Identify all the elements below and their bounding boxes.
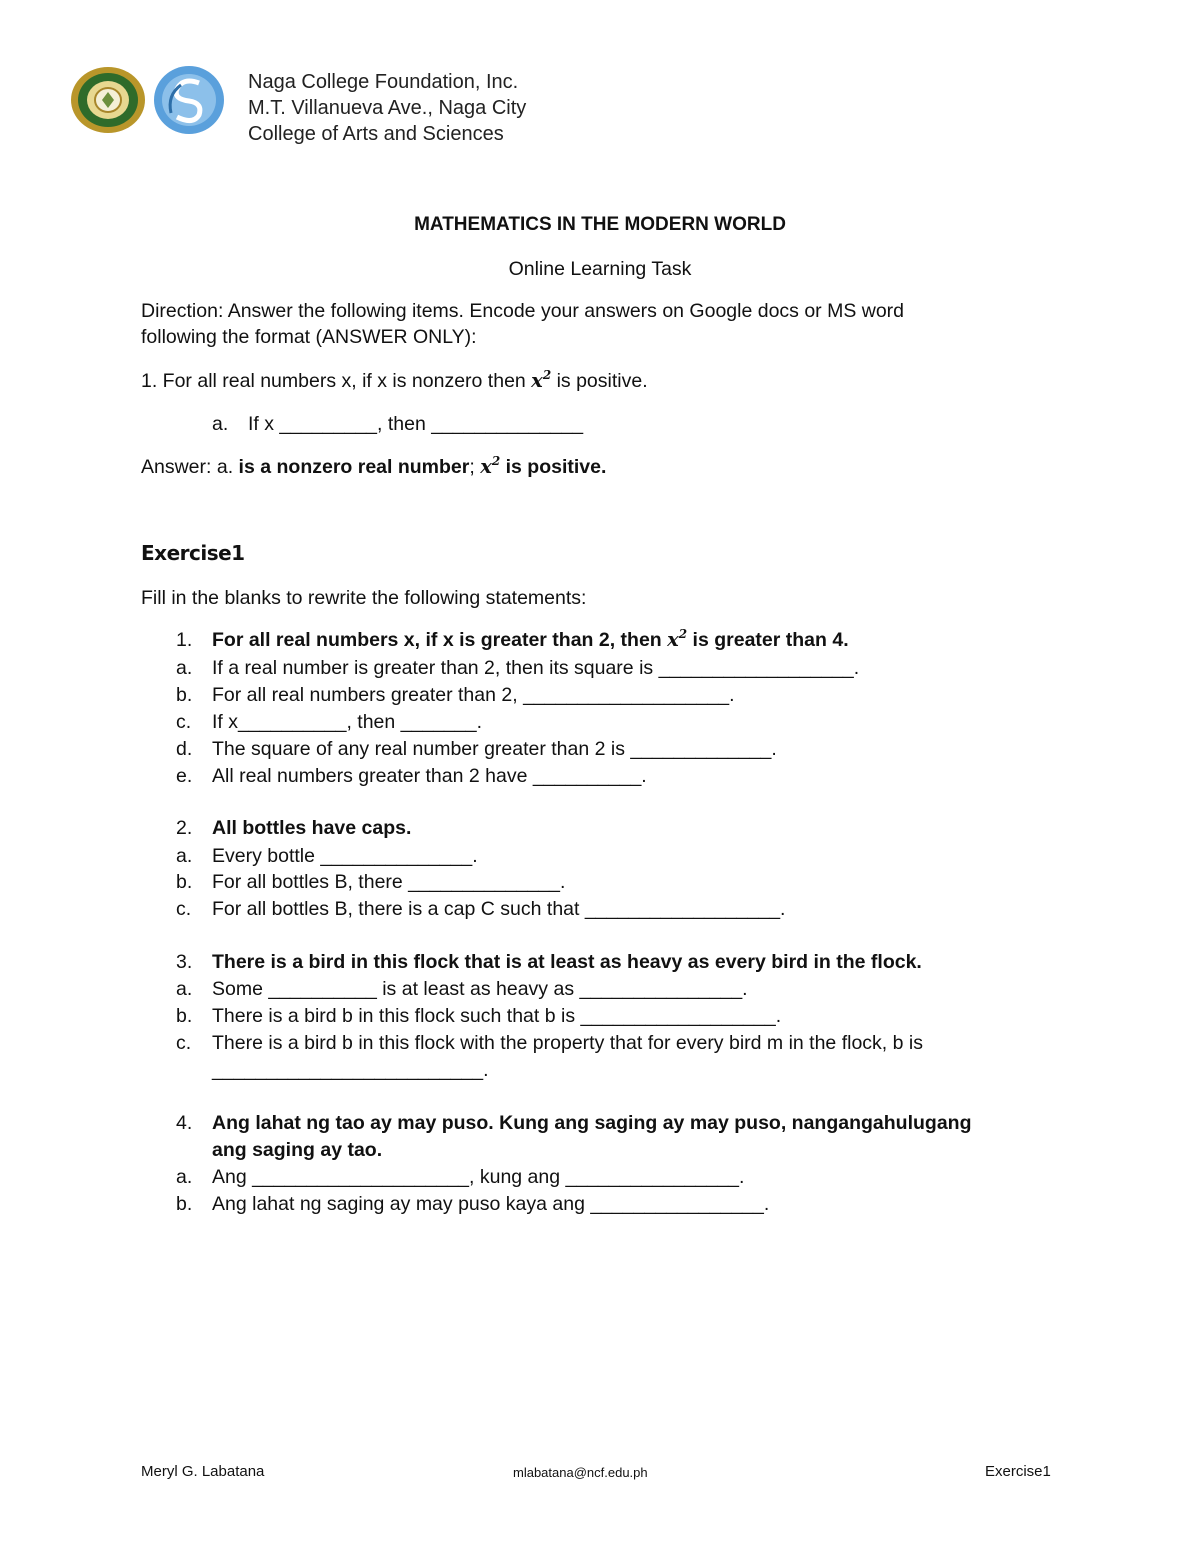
q3-item-a-text: Some __________ is at least as heavy as _______________. — [212, 978, 748, 1000]
example-sub-text: If x _________, then ______________ — [248, 413, 584, 435]
q3-item-c-text: There is a bird b in this flock with the property that for every bird m in the flock, b is — [212, 1032, 923, 1054]
question-4-text: Ang lahat ng tao ay may puso. Kung ang saging ay may puso, nangangahulugang — [212, 1112, 972, 1134]
q2-item-a — [176, 843, 478, 869]
q2-item-b-label: b. — [176, 871, 193, 893]
q4-item-a-label: a. — [176, 1166, 193, 1188]
example-answer-prefix: Answer: a. — [141, 456, 239, 478]
q1-item-e-text: All real numbers greater than 2 have __________. — [212, 765, 647, 787]
q4-item-a — [176, 1164, 744, 1190]
example-statement-end: is positive. — [551, 370, 648, 392]
q1-item-b — [176, 682, 735, 708]
q2-item-c-label: c. — [176, 898, 192, 920]
example-sub-item — [212, 411, 583, 437]
q1-item-c — [176, 709, 482, 735]
example-answer-math-x: x — [480, 455, 492, 478]
page-title: MATHEMATICS IN THE MODERN WORLD — [414, 214, 786, 235]
question-1-number: 1. — [176, 629, 193, 651]
q3-item-a-label: a. — [176, 978, 193, 1000]
q3-item-c-label: c. — [176, 1032, 192, 1054]
example-statement-text: 1. For all real numbers x, if x is nonzero then — [141, 370, 532, 392]
example-answer — [141, 454, 606, 480]
q2-item-c — [176, 896, 785, 922]
q1-item-e-label: e. — [176, 765, 193, 787]
question-4-number: 4. — [176, 1112, 193, 1134]
question-2-text: All bottles have caps. — [212, 817, 412, 839]
q3-item-b-label: b. — [176, 1005, 193, 1027]
q1-item-a-text: If a real number is greater than 2, then its square is __________________. — [212, 657, 860, 679]
q1-item-c-label: c. — [176, 711, 192, 733]
direction-line-1: Direction: Answer the following items. Encode your answers on Google docs or MS word — [141, 300, 905, 322]
q3-item-a — [176, 976, 748, 1002]
q4-item-b-label: b. — [176, 1193, 193, 1215]
question-3 — [176, 949, 922, 975]
q4-item-a-text: Ang ____________________, kung ang ________________. — [212, 1166, 745, 1188]
q1-item-d — [176, 736, 777, 762]
question-1-exponent: 2 — [678, 627, 688, 641]
exercise-instruction: Fill in the blanks to rewrite the following statements: — [141, 587, 587, 609]
footer-email: mlabatana@ncf.edu.ph — [513, 1465, 648, 1480]
footer-page-label: Exercise1 — [985, 1463, 1051, 1480]
college-name: College of Arts and Sciences — [248, 123, 504, 145]
question-1-math-x: x — [667, 628, 679, 651]
q2-item-a-label: a. — [176, 845, 193, 867]
question-4 — [176, 1110, 972, 1136]
q3-item-b-text: There is a bird b in this flock such that b is __________________. — [212, 1005, 782, 1027]
question-2-number: 2. — [176, 817, 193, 839]
q1-item-d-text: The square of any real number greater than 2 is _____________. — [212, 738, 777, 760]
q2-item-b — [176, 869, 565, 895]
question-3-text: There is a bird in this flock that is at least as heavy as every bird in the flock. — [212, 951, 922, 973]
question-3-number: 3. — [176, 951, 193, 973]
institution-name: Naga College Foundation, Inc. — [248, 71, 519, 93]
q1-item-b-label: b. — [176, 684, 193, 706]
q2-item-c-text: For all bottles B, there is a cap C such that __________________. — [212, 898, 786, 920]
q4-item-b — [176, 1191, 769, 1217]
example-math-x: x — [531, 369, 543, 392]
q1-item-e — [176, 763, 647, 789]
example-answer-exponent: 2 — [491, 454, 501, 468]
q2-item-b-text: For all bottles B, there ______________. — [212, 871, 566, 893]
page-subtitle: Online Learning Task — [508, 258, 692, 280]
q1-item-a — [176, 655, 859, 681]
q1-item-a-label: a. — [176, 657, 193, 679]
direction-line-2: following the format (ANSWER ONLY): — [141, 326, 477, 348]
example-answer-part1: is a nonzero real number — [238, 456, 470, 478]
example-answer-part2: is positive. — [500, 456, 607, 478]
exercise-heading: Exercise1 — [141, 541, 245, 565]
question-1 — [176, 627, 849, 653]
example-statement — [141, 368, 648, 394]
example-answer-sep: ; — [469, 456, 481, 478]
footer-author: Meryl G. Labatana — [141, 1463, 265, 1480]
q1-item-c-text: If x__________, then _______. — [212, 711, 482, 733]
q3-item-b — [176, 1003, 781, 1029]
question-1-text-end: is greater than 4. — [687, 629, 849, 651]
q1-item-d-label: d. — [176, 738, 193, 760]
question-4-text-line2: ang saging ay tao. — [212, 1139, 383, 1161]
institution-address: M.T. Villanueva Ave., Naga City — [248, 97, 527, 119]
q1-item-b-text: For all real numbers greater than 2, ___________________. — [212, 684, 735, 706]
q2-item-a-text: Every bottle ______________. — [212, 845, 478, 867]
cas-logo — [153, 65, 225, 135]
college-seal-logo — [70, 66, 146, 134]
q4-item-b-text: Ang lahat ng saging ay may puso kaya ang ________________. — [212, 1193, 770, 1215]
q3-item-c — [176, 1030, 923, 1056]
q3-item-c-continued: _________________________. — [212, 1059, 489, 1081]
question-1-text: For all real numbers x, if x is greater than 2, then — [212, 629, 668, 651]
example-sub-label: a. — [212, 413, 229, 435]
example-math-exponent: 2 — [542, 368, 552, 382]
question-2 — [176, 815, 411, 841]
